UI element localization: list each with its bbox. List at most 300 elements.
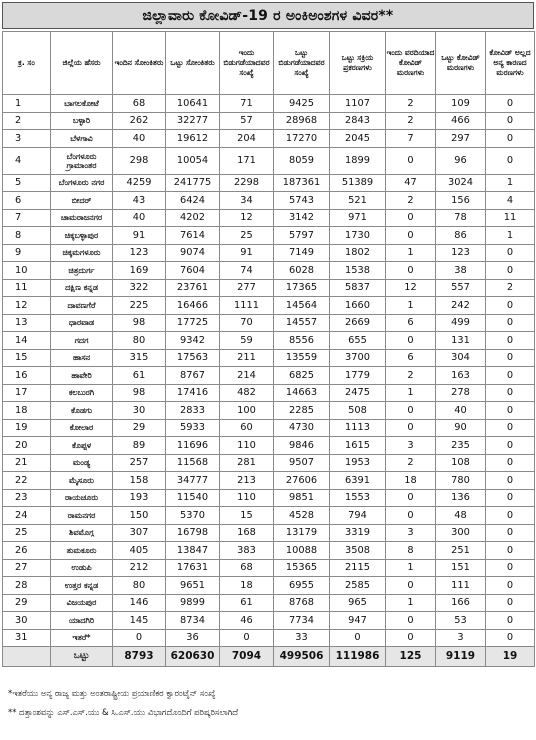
cell-total-discharged: 4730 — [274, 419, 330, 437]
cell-non-covid-deaths: 0 — [486, 332, 535, 350]
cell-district-name: ಚಿಕ್ಕಬಳ್ಳಾಪುರ — [51, 227, 113, 245]
table-row — [3, 244, 535, 262]
cell-today-discharged: 214 — [220, 367, 274, 385]
table-row — [3, 542, 535, 560]
cell-today-discharged: 70 — [220, 314, 274, 332]
cell-serial: 22 — [3, 472, 51, 490]
cell-total-discharged: 9846 — [274, 437, 330, 455]
cell-today-deaths: 3 — [386, 437, 436, 455]
cell-today-infected: 30 — [113, 402, 166, 420]
cell-today-deaths: 1 — [386, 559, 436, 577]
cell-non-covid-deaths: 0 — [486, 314, 535, 332]
total-total-deaths: 9119 — [436, 647, 486, 667]
cell-active-cases: 794 — [330, 507, 386, 525]
cell-total-deaths: 163 — [436, 367, 486, 385]
cell-total-deaths: 111 — [436, 577, 486, 595]
cell-non-covid-deaths: 0 — [486, 612, 535, 630]
cell-total-deaths: 499 — [436, 314, 486, 332]
cell-total-deaths: 86 — [436, 227, 486, 245]
cell-district-name: ಬೀದರ್ — [51, 192, 113, 210]
cell-total-infected: 16798 — [166, 524, 220, 542]
cell-today-discharged: 25 — [220, 227, 274, 245]
cell-today-discharged: 168 — [220, 524, 274, 542]
cell-today-discharged: 18 — [220, 577, 274, 595]
cell-district-name: ಮಂಡ್ಯ — [51, 454, 113, 472]
cell-total-discharged: 17365 — [274, 279, 330, 297]
cell-today-infected: 61 — [113, 367, 166, 385]
cell-total-infected: 16466 — [166, 297, 220, 315]
cell-today-infected: 98 — [113, 384, 166, 402]
cell-active-cases: 2843 — [330, 112, 386, 130]
table-row — [3, 227, 535, 245]
cell-serial: 28 — [3, 577, 51, 595]
cell-non-covid-deaths: 0 — [486, 437, 535, 455]
cell-total-infected: 10054 — [166, 147, 220, 174]
cell-serial: 5 — [3, 174, 51, 192]
table-row — [3, 384, 535, 402]
cell-total-infected: 9899 — [166, 594, 220, 612]
cell-district-name: ದಕ್ಷಿಣ ಕನ್ನಡ — [51, 279, 113, 297]
cell-total-deaths: 297 — [436, 130, 486, 148]
cell-serial: 29 — [3, 594, 51, 612]
cell-active-cases: 6391 — [330, 472, 386, 490]
cell-non-covid-deaths: 0 — [486, 384, 535, 402]
cell-total-discharged: 14663 — [274, 384, 330, 402]
cell-total-discharged: 10088 — [274, 542, 330, 560]
table-row — [3, 314, 535, 332]
cell-today-infected: 257 — [113, 454, 166, 472]
cell-today-discharged: 12 — [220, 209, 274, 227]
cell-today-infected: 145 — [113, 612, 166, 630]
cell-district-name: ಬೆಂಗಳೂರು ನಗರ — [51, 174, 113, 192]
cell-serial: 26 — [3, 542, 51, 560]
cell-district-name: ಕಲಬುರಗಿ — [51, 384, 113, 402]
cell-today-discharged: 71 — [220, 95, 274, 113]
cell-today-deaths: 2 — [386, 454, 436, 472]
table-row — [3, 419, 535, 437]
cell-total-discharged: 3142 — [274, 209, 330, 227]
cell-total-discharged: 5743 — [274, 192, 330, 210]
cell-non-covid-deaths: 0 — [486, 419, 535, 437]
cell-today-infected: 146 — [113, 594, 166, 612]
cell-serial: 18 — [3, 402, 51, 420]
cell-today-infected: 322 — [113, 279, 166, 297]
cell-today-deaths: 0 — [386, 612, 436, 630]
cell-today-infected: 40 — [113, 130, 166, 148]
table-row — [3, 209, 535, 227]
header-today-discharged: ಇಂದು ಬಿಡುಗಡೆಯಾದವರ ಸಂಖ್ಯೆ — [220, 32, 274, 95]
cell-active-cases: 2475 — [330, 384, 386, 402]
cell-serial: 6 — [3, 192, 51, 210]
table-body — [3, 95, 535, 647]
table-row — [3, 629, 535, 647]
cell-total-deaths: 53 — [436, 612, 486, 630]
cell-today-deaths: 47 — [386, 174, 436, 192]
cell-active-cases: 1660 — [330, 297, 386, 315]
table-row — [3, 332, 535, 350]
table-row — [3, 192, 535, 210]
cell-active-cases: 1113 — [330, 419, 386, 437]
total-total-discharged: 499506 — [274, 647, 330, 667]
cell-today-discharged: 0 — [220, 629, 274, 647]
cell-today-infected: 405 — [113, 542, 166, 560]
cell-active-cases: 2115 — [330, 559, 386, 577]
cell-today-discharged: 46 — [220, 612, 274, 630]
cell-today-infected: 80 — [113, 577, 166, 595]
cell-today-discharged: 59 — [220, 332, 274, 350]
cell-active-cases: 521 — [330, 192, 386, 210]
cell-today-deaths: 0 — [386, 507, 436, 525]
cell-today-discharged: 277 — [220, 279, 274, 297]
cell-serial: 15 — [3, 349, 51, 367]
cell-active-cases: 5837 — [330, 279, 386, 297]
cell-total-deaths: 466 — [436, 112, 486, 130]
cell-today-infected: 315 — [113, 349, 166, 367]
table-row — [3, 130, 535, 148]
cell-active-cases: 3700 — [330, 349, 386, 367]
cell-serial: 9 — [3, 244, 51, 262]
table-row — [3, 577, 535, 595]
table-row — [3, 279, 535, 297]
cell-today-infected: 80 — [113, 332, 166, 350]
cell-today-deaths: 0 — [386, 402, 436, 420]
cell-total-deaths: 242 — [436, 297, 486, 315]
cell-district-name: ಬೆಳಗಾವಿ — [51, 130, 113, 148]
cell-total-discharged: 187361 — [274, 174, 330, 192]
total-non-covid-deaths: 19 — [486, 647, 535, 667]
cell-today-discharged: 91 — [220, 244, 274, 262]
cell-today-deaths: 0 — [386, 227, 436, 245]
cell-today-deaths: 0 — [386, 209, 436, 227]
cell-total-deaths: 96 — [436, 147, 486, 174]
cell-non-covid-deaths: 0 — [486, 629, 535, 647]
total-cell-serial — [3, 647, 51, 667]
cell-today-infected: 89 — [113, 437, 166, 455]
cell-serial: 7 — [3, 209, 51, 227]
cell-total-infected: 11568 — [166, 454, 220, 472]
cell-today-infected: 193 — [113, 489, 166, 507]
cell-total-infected: 8767 — [166, 367, 220, 385]
cell-non-covid-deaths: 0 — [486, 524, 535, 542]
cell-non-covid-deaths: 0 — [486, 367, 535, 385]
cell-today-deaths: 2 — [386, 112, 436, 130]
cell-today-discharged: 100 — [220, 402, 274, 420]
cell-total-deaths: 278 — [436, 384, 486, 402]
cell-serial: 30 — [3, 612, 51, 630]
cell-total-deaths: 235 — [436, 437, 486, 455]
cell-total-infected: 10641 — [166, 95, 220, 113]
cell-total-discharged: 8768 — [274, 594, 330, 612]
cell-today-discharged: 213 — [220, 472, 274, 490]
table-row — [3, 402, 535, 420]
cell-today-discharged: 74 — [220, 262, 274, 280]
cell-serial: 3 — [3, 130, 51, 148]
cell-today-infected: 4259 — [113, 174, 166, 192]
cell-non-covid-deaths: 0 — [486, 402, 535, 420]
header-total-infected: ಒಟ್ಟು ಸೋಂಕಿತರು — [166, 32, 220, 95]
cell-today-deaths: 1 — [386, 297, 436, 315]
cell-active-cases: 3508 — [330, 542, 386, 560]
cell-total-infected: 17563 — [166, 349, 220, 367]
table-row — [3, 507, 535, 525]
cell-today-infected: 98 — [113, 314, 166, 332]
cell-total-deaths: 156 — [436, 192, 486, 210]
cell-today-discharged: 204 — [220, 130, 274, 148]
cell-today-infected: 40 — [113, 209, 166, 227]
cell-today-deaths: 0 — [386, 262, 436, 280]
cell-total-deaths: 300 — [436, 524, 486, 542]
cell-today-deaths: 0 — [386, 489, 436, 507]
cell-non-covid-deaths: 1 — [486, 174, 535, 192]
cell-serial: 19 — [3, 419, 51, 437]
cell-total-deaths: 304 — [436, 349, 486, 367]
cell-total-discharged: 8059 — [274, 147, 330, 174]
cell-today-deaths: 1 — [386, 384, 436, 402]
cell-total-infected: 32277 — [166, 112, 220, 130]
cell-today-deaths: 2 — [386, 192, 436, 210]
cell-total-infected: 13847 — [166, 542, 220, 560]
cell-today-deaths: 8 — [386, 542, 436, 560]
cell-total-infected: 9342 — [166, 332, 220, 350]
header-total-discharged: ಒಟ್ಟು ಬಿಡುಗಡೆಯಾದವರ ಸಂಖ್ಯೆ — [274, 32, 330, 95]
cell-today-deaths: 1 — [386, 244, 436, 262]
cell-total-deaths: 151 — [436, 559, 486, 577]
cell-today-deaths: 0 — [386, 332, 436, 350]
header-district-name: ಜಿಲ್ಲೆಯ ಹೆಸರು — [51, 32, 113, 95]
table-row — [3, 297, 535, 315]
cell-non-covid-deaths: 0 — [486, 112, 535, 130]
cell-district-name: ಚಾಮರಾಜನಗರ — [51, 209, 113, 227]
cell-today-deaths: 0 — [386, 629, 436, 647]
cell-non-covid-deaths: 0 — [486, 454, 535, 472]
table-row — [3, 559, 535, 577]
cell-today-deaths: 2 — [386, 367, 436, 385]
cell-total-discharged: 13179 — [274, 524, 330, 542]
cell-today-deaths: 18 — [386, 472, 436, 490]
cell-today-infected: 43 — [113, 192, 166, 210]
cell-today-discharged: 68 — [220, 559, 274, 577]
cell-total-deaths: 131 — [436, 332, 486, 350]
cell-active-cases: 1779 — [330, 367, 386, 385]
cell-non-covid-deaths: 2 — [486, 279, 535, 297]
total-today-infected: 8793 — [113, 647, 166, 667]
cell-active-cases: 965 — [330, 594, 386, 612]
cell-active-cases: 2045 — [330, 130, 386, 148]
cell-district-name: ಧಾರವಾಡ — [51, 314, 113, 332]
total-label: ಒಟ್ಟು — [51, 647, 113, 667]
cell-total-deaths: 123 — [436, 244, 486, 262]
cell-today-infected: 29 — [113, 419, 166, 437]
cell-total-deaths: 780 — [436, 472, 486, 490]
total-today-deaths: 125 — [386, 647, 436, 667]
cell-total-deaths: 38 — [436, 262, 486, 280]
cell-today-infected: 123 — [113, 244, 166, 262]
cell-today-deaths: 7 — [386, 130, 436, 148]
cell-district-name: ಯಾದಗಿರಿ — [51, 612, 113, 630]
cell-district-name: ಗದಗ — [51, 332, 113, 350]
cell-serial: 20 — [3, 437, 51, 455]
cell-serial: 24 — [3, 507, 51, 525]
cell-active-cases: 655 — [330, 332, 386, 350]
cell-total-infected: 7614 — [166, 227, 220, 245]
cell-district-name: ಬೆಂಗಳೂರು ಗ್ರಾಮಾಂತರ — [51, 147, 113, 174]
cell-today-discharged: 110 — [220, 437, 274, 455]
cell-non-covid-deaths: 0 — [486, 577, 535, 595]
table-row — [3, 594, 535, 612]
cell-total-infected: 17631 — [166, 559, 220, 577]
cell-district-name: ಹಾಸನ — [51, 349, 113, 367]
cell-district-name: ಶಿವಮೊಗ್ಗ — [51, 524, 113, 542]
cell-today-deaths: 0 — [386, 419, 436, 437]
cell-total-infected: 17725 — [166, 314, 220, 332]
cell-today-discharged: 171 — [220, 147, 274, 174]
cell-district-name: ಕೋಲಾರ — [51, 419, 113, 437]
cell-district-name: ಉಡುಪಿ — [51, 559, 113, 577]
cell-today-deaths: 12 — [386, 279, 436, 297]
cell-today-infected: 68 — [113, 95, 166, 113]
cell-total-deaths: 251 — [436, 542, 486, 560]
table-row — [3, 437, 535, 455]
cell-today-discharged: 2298 — [220, 174, 274, 192]
table-row — [3, 95, 535, 113]
cell-active-cases: 0 — [330, 629, 386, 647]
table-row — [3, 262, 535, 280]
cell-total-infected: 4202 — [166, 209, 220, 227]
cell-total-infected: 11696 — [166, 437, 220, 455]
cell-today-deaths: 3 — [386, 524, 436, 542]
cell-district-name: ಬಾಗಲಕೋಟೆ — [51, 95, 113, 113]
cell-today-deaths: 2 — [386, 95, 436, 113]
cell-today-discharged: 1111 — [220, 297, 274, 315]
cell-active-cases: 1899 — [330, 147, 386, 174]
cell-non-covid-deaths: 0 — [486, 349, 535, 367]
cell-district-name: ಕೊಪ್ಪಳ — [51, 437, 113, 455]
cell-serial: 10 — [3, 262, 51, 280]
table-row — [3, 612, 535, 630]
header-total-deaths: ಒಟ್ಟು ಕೋವಿಡ್ ಮರಣಗಳು — [436, 32, 486, 95]
cell-total-discharged: 14557 — [274, 314, 330, 332]
cell-serial: 17 — [3, 384, 51, 402]
cell-active-cases: 1107 — [330, 95, 386, 113]
cell-total-discharged: 6028 — [274, 262, 330, 280]
cell-today-discharged: 281 — [220, 454, 274, 472]
cell-total-infected: 34777 — [166, 472, 220, 490]
cell-total-discharged: 33 — [274, 629, 330, 647]
cell-today-deaths: 6 — [386, 314, 436, 332]
cell-serial: 14 — [3, 332, 51, 350]
cell-today-discharged: 110 — [220, 489, 274, 507]
table-row — [3, 472, 535, 490]
cell-total-infected: 7604 — [166, 262, 220, 280]
cell-active-cases: 1953 — [330, 454, 386, 472]
cell-active-cases: 3319 — [330, 524, 386, 542]
cell-total-discharged: 6825 — [274, 367, 330, 385]
header-active-cases: ಒಟ್ಟು ಸಕ್ರಿಯ ಪ್ರಕರಣಗಳು — [330, 32, 386, 95]
cell-non-covid-deaths: 0 — [486, 297, 535, 315]
cell-non-covid-deaths: 0 — [486, 147, 535, 174]
cell-total-infected: 2833 — [166, 402, 220, 420]
cell-today-deaths: 0 — [386, 147, 436, 174]
total-row — [3, 647, 535, 667]
cell-total-infected: 9651 — [166, 577, 220, 595]
cell-total-discharged: 9851 — [274, 489, 330, 507]
cell-total-deaths: 557 — [436, 279, 486, 297]
cell-total-discharged: 7734 — [274, 612, 330, 630]
table-header-row — [3, 32, 535, 95]
total-today-discharged: 7094 — [220, 647, 274, 667]
cell-today-discharged: 57 — [220, 112, 274, 130]
cell-non-covid-deaths: 0 — [486, 507, 535, 525]
cell-today-infected: 225 — [113, 297, 166, 315]
cell-non-covid-deaths: 0 — [486, 489, 535, 507]
cell-non-covid-deaths: 0 — [486, 130, 535, 148]
cell-district-name: ಉತ್ತರ ಕನ್ನಡ — [51, 577, 113, 595]
cell-district-name: ದಾವಣಗೆರೆ — [51, 297, 113, 315]
cell-total-discharged: 14564 — [274, 297, 330, 315]
cell-today-infected: 298 — [113, 147, 166, 174]
cell-active-cases: 971 — [330, 209, 386, 227]
header-non-covid-deaths: ಕೋವಿಡ್ ಅಲ್ಲದ ಅನ್ಯ ಕಾರಣದ ಮರಣಗಳು — [486, 32, 535, 95]
cell-district-name: ಇತರೆ* — [51, 629, 113, 647]
cell-today-infected: 150 — [113, 507, 166, 525]
cell-district-name: ವಿಜಯಪುರ — [51, 594, 113, 612]
cell-non-covid-deaths: 0 — [486, 244, 535, 262]
cell-total-deaths: 108 — [436, 454, 486, 472]
cell-total-deaths: 78 — [436, 209, 486, 227]
cell-non-covid-deaths: 0 — [486, 542, 535, 560]
cell-non-covid-deaths: 0 — [486, 594, 535, 612]
header-today-deaths: ಇಂದು ವರದಿಯಾದ ಕೋವಿಡ್ ಮರಣಗಳು — [386, 32, 436, 95]
cell-serial: 23 — [3, 489, 51, 507]
cell-today-infected: 91 — [113, 227, 166, 245]
cell-total-infected: 241775 — [166, 174, 220, 192]
cell-serial: 4 — [3, 147, 51, 174]
cell-district-name: ರಾಯಚೂರು — [51, 489, 113, 507]
cell-district-name: ಹಾವೇರಿ — [51, 367, 113, 385]
cell-total-infected: 23761 — [166, 279, 220, 297]
cell-total-discharged: 17270 — [274, 130, 330, 148]
cell-total-infected: 9074 — [166, 244, 220, 262]
cell-today-infected: 307 — [113, 524, 166, 542]
cell-today-infected: 262 — [113, 112, 166, 130]
cell-today-discharged: 34 — [220, 192, 274, 210]
cell-total-discharged: 27606 — [274, 472, 330, 490]
footnote-data-source: ** ದತ್ತಾಂಶವನ್ನು ಎಸ್.ಎಸ್.ಯು & ಸಿ.ಎಸ್.ಯು ವಿಭಾಗದೊಂದಿಗೆ ಪರಿಷ್ಕರಿಸಲಾಗಿದೆ — [8, 707, 239, 717]
cell-total-infected: 19612 — [166, 130, 220, 148]
cell-total-discharged: 4528 — [274, 507, 330, 525]
cell-total-infected: 5370 — [166, 507, 220, 525]
cell-total-infected: 11540 — [166, 489, 220, 507]
cell-serial: 11 — [3, 279, 51, 297]
cell-total-discharged: 15365 — [274, 559, 330, 577]
cell-today-infected: 169 — [113, 262, 166, 280]
cell-non-covid-deaths: 0 — [486, 262, 535, 280]
cell-serial: 27 — [3, 559, 51, 577]
table-row — [3, 454, 535, 472]
cell-total-deaths: 109 — [436, 95, 486, 113]
cell-today-discharged: 60 — [220, 419, 274, 437]
cell-active-cases: 508 — [330, 402, 386, 420]
cell-active-cases: 2585 — [330, 577, 386, 595]
footnotes — [8, 684, 528, 722]
table-row — [3, 524, 535, 542]
cell-district-name: ಬಳ್ಳಾರಿ — [51, 112, 113, 130]
cell-total-discharged: 13559 — [274, 349, 330, 367]
header-today-infected: ಇಂದಿನ ಸೋಂಕಿತರು — [113, 32, 166, 95]
footnote-others: *ಇತರೆಯು ಅನ್ಯ ರಾಜ್ಯ ಮತ್ತು ಅಂತರಾಷ್ಟ್ರೀಯ ಪ್ರಯಾಣಿಕರ ಕ್ವಾರಂಟೈನ್ ಸಂಖ್ಯೆ — [8, 688, 216, 698]
cell-total-discharged: 9425 — [274, 95, 330, 113]
cell-total-discharged: 2285 — [274, 402, 330, 420]
